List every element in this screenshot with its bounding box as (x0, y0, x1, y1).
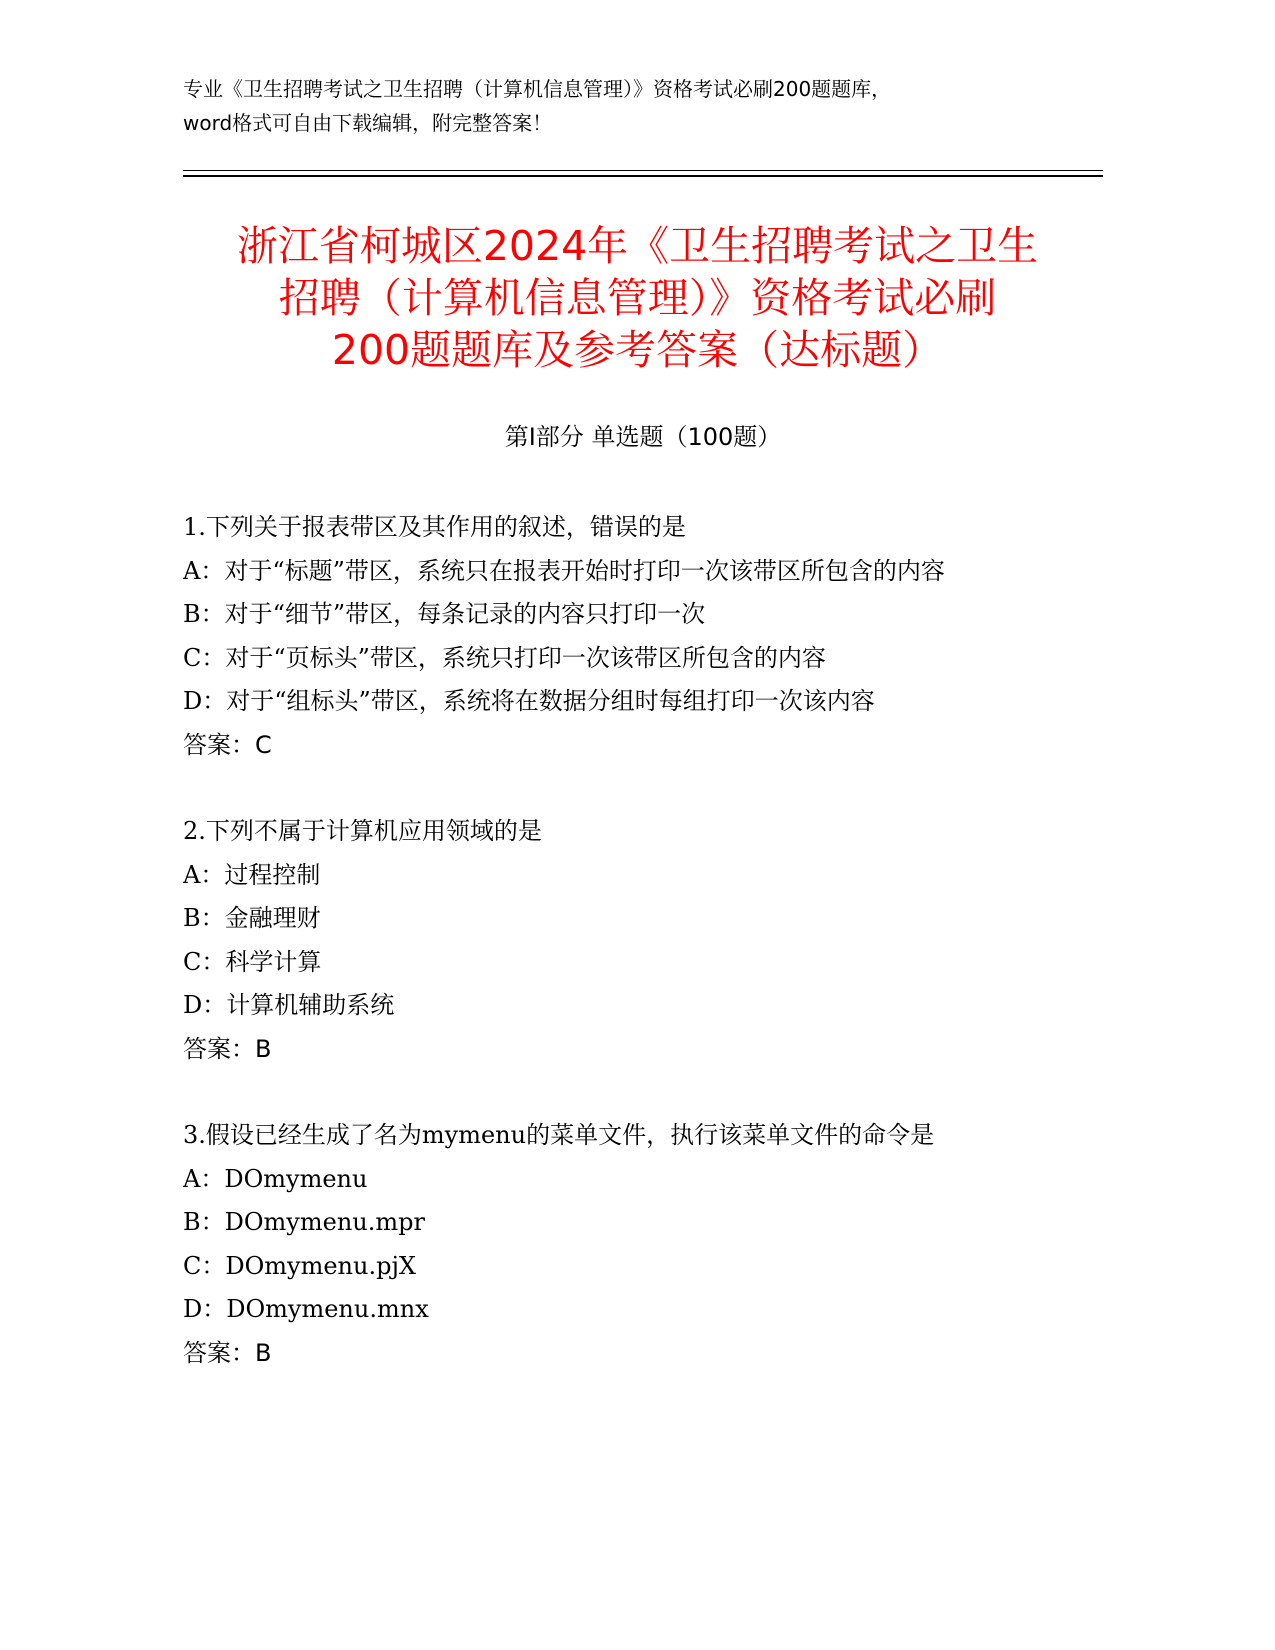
document-title-line-1: 浙江省柯城区2024年《卫生招聘考试之卫生 (236, 222, 1039, 270)
option-c: C：对于“页标头”带区，系统只打印一次该带区所包含的内容 (183, 643, 826, 672)
section-heading: 第Ⅰ部分 单选题（100题） (504, 423, 782, 451)
header-rule-thin (183, 170, 1103, 171)
header-rule-thick (183, 175, 1103, 177)
question-stem: 1.下列关于报表带区及其作用的叙述，错误的是 (183, 513, 686, 541)
header-note-line-2: word格式可自由下载编辑，附完整答案！ (183, 111, 553, 135)
question-1 (183, 506, 1083, 767)
question-2 (183, 810, 1083, 1071)
option-d: D：DOmymenu.mnx (183, 1295, 429, 1323)
question-stem: 2.下列不属于计算机应用领域的是 (183, 817, 542, 845)
option-b: B：金融理财 (183, 904, 321, 932)
answer: 答案：B (183, 1034, 272, 1063)
option-d: D：计算机辅助系统 (183, 991, 395, 1019)
option-d: D：对于“组标头”带区，系统将在数据分组时每组打印一次该内容 (183, 687, 875, 715)
question-3 (183, 1114, 1083, 1375)
header-note-line-1: 专业《卫生招聘考试之卫生招聘（计算机信息管理）》资格考试必刷200题题库， (183, 77, 892, 101)
header-note (183, 72, 1103, 140)
document-title-line-2: 招聘（计算机信息管理）》资格考试必刷 (278, 274, 997, 322)
answer: 答案：B (183, 1338, 272, 1367)
option-b: B：DOmymenu.mpr (183, 1208, 425, 1236)
question-stem: 3.假设已经生成了名为mymenu的菜单文件，执行该菜单文件的命令是 (183, 1121, 935, 1149)
option-a: A：过程控制 (183, 860, 321, 889)
option-a: A：DOmymenu (183, 1164, 368, 1193)
option-b: B：对于“细节”带区，每条记录的内容只打印一次 (183, 600, 706, 628)
document-title (150, 220, 1125, 376)
option-c: C：科学计算 (183, 947, 322, 976)
document-title-line-3: 200题题库及参考答案（达标题） (331, 326, 944, 374)
answer: 答案：C (183, 730, 272, 759)
question-list (183, 506, 1083, 1418)
option-c: C：DOmymenu.pjX (183, 1251, 416, 1280)
option-a: A：对于“标题”带区，系统只在报表开始时打印一次该带区所包含的内容 (183, 556, 945, 585)
